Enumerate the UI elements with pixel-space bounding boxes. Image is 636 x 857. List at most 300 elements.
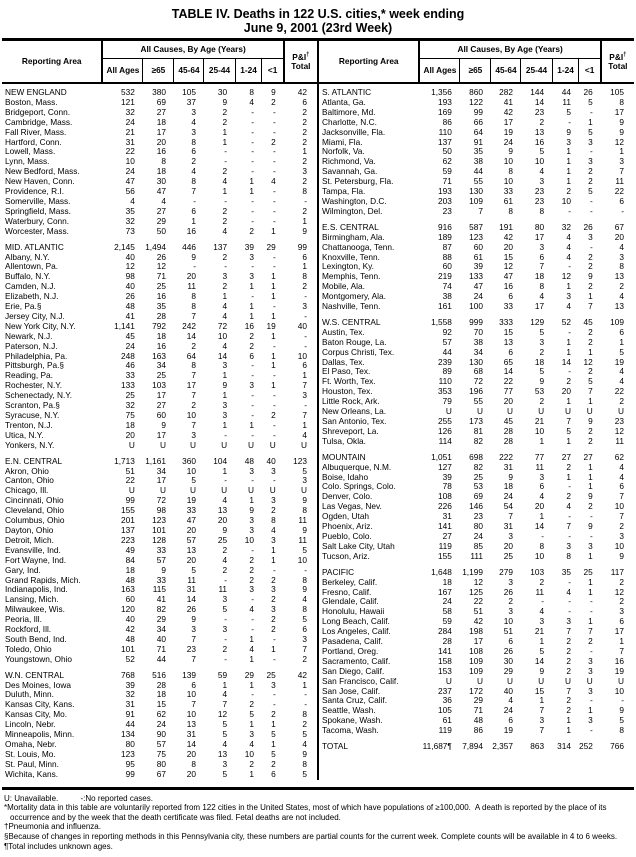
value-cell: 3 xyxy=(191,429,196,440)
value-cell: 82 xyxy=(473,435,483,446)
value-cell: 99 xyxy=(125,768,135,779)
value-cell: 20 xyxy=(503,540,513,551)
value-cell: 1 xyxy=(588,346,593,357)
value-cell: 10 xyxy=(503,616,513,627)
city-label: Buffalo, N.Y. xyxy=(5,271,51,282)
city-label: San Diego, Calif. xyxy=(322,665,385,676)
value-cell: 9 xyxy=(222,524,228,535)
value-cell: 6 xyxy=(249,350,254,361)
value-cell: 698 xyxy=(469,451,483,462)
city-label: Pueblo, Colo. xyxy=(322,530,372,541)
value-cell: - xyxy=(273,400,276,411)
value-cell: 16 xyxy=(186,225,196,236)
region-label: MID. ATLANTIC xyxy=(5,241,64,252)
value-cell: 9 xyxy=(249,505,254,516)
city-label: Springfield, Mass. xyxy=(5,205,71,216)
value-cell: 70 xyxy=(473,326,483,337)
value-cell: 2 xyxy=(566,665,571,676)
value-cell: 3 xyxy=(588,715,593,726)
value-cell: 20 xyxy=(125,429,135,440)
value-cell: 1 xyxy=(588,586,593,597)
value-cell: U xyxy=(269,485,276,496)
city-label: Worcester, Mass. xyxy=(5,225,69,236)
value-cell: 3 xyxy=(222,360,228,371)
value-cell: 6 xyxy=(539,251,545,262)
value-cell: 11 xyxy=(187,574,196,585)
city-label: Montgomery, Ala. xyxy=(322,291,386,302)
value-cell: 39 xyxy=(125,679,135,690)
value-cell: 4 xyxy=(566,251,571,262)
value-cell: 7 xyxy=(302,410,307,420)
value-cell: 4 xyxy=(222,495,228,506)
value-cell: 130 xyxy=(469,356,483,367)
value-cell: 14 xyxy=(534,521,545,532)
value-cell: - xyxy=(273,215,276,226)
value-cell: U xyxy=(221,485,228,496)
value-cell: 11 xyxy=(615,435,624,446)
total-row xyxy=(319,736,634,752)
value-cell: 1 xyxy=(249,301,254,312)
value-cell: 4 xyxy=(249,604,254,615)
value-cell: 25 xyxy=(156,370,166,381)
value-cell: 7 xyxy=(478,205,483,216)
column-header-45-64: 45-64 xyxy=(174,58,204,83)
value-cell: 34 xyxy=(473,346,483,357)
value-cell: 62 xyxy=(614,451,624,462)
value-cell: - xyxy=(304,195,307,206)
region-row xyxy=(319,83,634,98)
value-cell: 2 xyxy=(619,576,624,587)
value-cell: 248 xyxy=(121,350,135,361)
value-cell: 20 xyxy=(156,136,166,147)
value-cell: 80 xyxy=(534,221,545,232)
value-cell: 17 xyxy=(473,636,483,647)
value-cell: 999 xyxy=(469,316,483,327)
value-cell: 1 xyxy=(271,380,276,391)
value-cell: 53 xyxy=(473,481,483,492)
value-cell: 1 xyxy=(539,636,545,647)
value-cell: 1 xyxy=(222,679,228,690)
value-cell: 81 xyxy=(473,425,483,436)
city-label: Syracuse, N.Y. xyxy=(5,410,60,420)
value-cell: 101 xyxy=(152,524,166,535)
value-cell: 31 xyxy=(503,461,513,472)
value-cell: 3 xyxy=(508,530,513,541)
value-cell: 2 xyxy=(588,251,593,262)
city-label: Pasadena, Calif. xyxy=(322,636,383,647)
value-cell: 3 xyxy=(619,251,624,262)
value-cell: 5 xyxy=(588,376,593,387)
value-cell: 129 xyxy=(530,316,545,327)
value-cell: 11 xyxy=(218,584,228,595)
value-cell: 1 xyxy=(566,725,571,736)
value-cell: 3 xyxy=(619,156,624,167)
value-cell: 3 xyxy=(302,301,307,312)
value-cell: 1,051 xyxy=(431,451,452,462)
city-label: Long Beach, Calif. xyxy=(322,616,390,627)
region-row xyxy=(2,83,317,98)
value-cell: - xyxy=(273,390,276,401)
value-cell: 14 xyxy=(561,356,571,367)
city-label: Memphis, Tenn. xyxy=(322,271,381,282)
deaths-table-right xyxy=(319,41,634,752)
value-cell: 5 xyxy=(619,346,624,357)
value-cell: 2 xyxy=(619,521,624,532)
value-cell: 141 xyxy=(438,645,452,656)
value-cell: 98 xyxy=(125,271,135,282)
value-cell: 14 xyxy=(534,96,545,107)
region-label: MOUNTAIN xyxy=(322,451,366,462)
value-cell: 90 xyxy=(156,729,166,740)
city-label: Dayton, Ohio xyxy=(5,524,54,535)
value-cell: 19 xyxy=(503,126,513,137)
value-cell: U xyxy=(301,439,307,450)
value-cell: U xyxy=(586,406,593,417)
value-cell: 1 xyxy=(566,396,571,407)
city-label: Kansas City, Kans. xyxy=(5,699,75,710)
value-cell: 1 xyxy=(249,719,254,730)
city-label: Ogden, Utah xyxy=(322,511,370,522)
value-cell: 24 xyxy=(473,291,483,302)
value-cell: 2 xyxy=(539,346,545,357)
value-cell: 2 xyxy=(249,564,254,575)
city-label: Providence, R.I. xyxy=(5,186,65,197)
value-cell: U xyxy=(159,485,166,496)
city-label: Albuquerque, N.M. xyxy=(322,461,392,472)
value-cell: 64 xyxy=(186,350,196,361)
value-cell: 7 xyxy=(619,491,624,502)
value-cell: 42 xyxy=(503,106,513,117)
value-cell: 41 xyxy=(503,96,513,107)
value-cell: 85 xyxy=(473,540,483,551)
value-cell: 4 xyxy=(249,96,254,107)
value-cell: 2 xyxy=(271,624,276,635)
value-cell: 9 xyxy=(161,419,166,430)
value-cell: 3 xyxy=(566,540,571,551)
value-cell: 5 xyxy=(588,96,593,107)
value-cell: 20 xyxy=(561,386,571,397)
value-cell: - xyxy=(273,340,276,351)
value-cell: 71 xyxy=(473,705,483,716)
value-cell: 41 xyxy=(156,594,166,605)
value-cell: 2 xyxy=(508,596,513,607)
value-cell: 1 xyxy=(191,215,196,226)
value-cell: 10 xyxy=(503,156,513,167)
value-cell: 4 xyxy=(222,310,228,321)
value-cell: 15 xyxy=(156,699,166,710)
city-label: New Orleans, La. xyxy=(322,406,387,417)
value-cell: 5 xyxy=(191,564,196,575)
city-label: Waterbury, Conn. xyxy=(5,215,70,226)
value-cell: 9 xyxy=(619,116,624,127)
city-label: Reading, Pa. xyxy=(5,370,53,381)
value-cell: 14 xyxy=(186,330,196,341)
value-cell: - xyxy=(273,429,276,440)
value-cell: 2 xyxy=(619,281,624,292)
value-cell: 11 xyxy=(535,461,545,472)
value-cell: U xyxy=(301,485,307,496)
value-cell: 69 xyxy=(473,491,483,502)
value-cell: 2 xyxy=(302,719,307,730)
value-cell: 2 xyxy=(588,281,593,292)
value-cell: 8 xyxy=(302,758,307,769)
value-cell: 29 xyxy=(244,669,254,680)
value-cell: 45 xyxy=(125,330,135,341)
value-cell: 36 xyxy=(442,695,452,706)
value-cell: - xyxy=(273,261,276,272)
value-cell: - xyxy=(273,195,276,206)
value-cell: 5 xyxy=(566,106,571,117)
value-cell: 40 xyxy=(297,320,307,331)
value-cell: 1 xyxy=(302,146,307,157)
city-label: Nashville, Tenn. xyxy=(322,301,381,312)
value-cell: 24 xyxy=(125,116,135,127)
value-cell: - xyxy=(590,596,593,607)
value-cell: 40 xyxy=(125,614,135,625)
value-cell: - xyxy=(251,400,254,411)
value-cell: 79 xyxy=(442,396,452,407)
city-row xyxy=(2,556,317,566)
value-cell: - xyxy=(304,400,307,411)
value-cell: 172 xyxy=(469,685,483,696)
value-cell: 9 xyxy=(539,665,545,676)
value-cell: 105 xyxy=(610,87,624,97)
value-cell: - xyxy=(568,511,571,522)
footnotes xyxy=(4,794,632,852)
value-cell: 153 xyxy=(438,665,452,676)
value-cell: 18 xyxy=(156,116,166,127)
value-cell: 27 xyxy=(561,451,571,462)
column-header-1-24: 1-24 xyxy=(235,58,262,83)
value-cell: 45 xyxy=(583,316,593,327)
city-label: Phoenix, Ariz. xyxy=(322,521,373,532)
value-cell: 133 xyxy=(469,271,483,282)
column-header-ge65: ≥65 xyxy=(460,58,491,83)
value-cell: 6 xyxy=(619,481,624,492)
value-cell: 3 xyxy=(566,136,571,147)
city-label: Cincinnati, Ohio xyxy=(5,495,64,506)
value-cell: - xyxy=(568,606,571,617)
value-cell: U xyxy=(269,439,276,450)
value-cell: 71 xyxy=(156,643,166,654)
value-cell: 7 xyxy=(539,705,545,716)
value-cell: 19 xyxy=(266,320,276,331)
region-label: NEW ENGLAND xyxy=(5,87,67,97)
value-cell: - xyxy=(304,340,307,351)
value-cell: 1 xyxy=(249,281,254,292)
value-cell: 7 xyxy=(191,310,196,321)
value-cell: 3 xyxy=(566,291,571,302)
value-cell: 2 xyxy=(271,709,276,720)
value-cell: - xyxy=(273,156,276,167)
value-cell: 14 xyxy=(503,366,513,377)
city-label: Youngstown, Ohio xyxy=(5,653,73,664)
city-label: New Bedford, Mass. xyxy=(5,166,80,177)
value-cell: 19 xyxy=(186,495,196,506)
city-label: Albany, N.Y. xyxy=(5,251,50,262)
value-cell: 9 xyxy=(302,225,307,236)
value-cell: 55 xyxy=(473,176,483,187)
value-cell: 86 xyxy=(473,725,483,736)
value-cell: 23 xyxy=(614,416,624,426)
value-cell: 4 xyxy=(539,606,545,617)
city-label: Salt Lake City, Utah xyxy=(322,540,395,551)
city-row xyxy=(319,207,634,217)
value-cell: 3 xyxy=(588,540,593,551)
value-cell: 4 xyxy=(161,195,166,206)
value-cell: 1 xyxy=(566,166,571,177)
value-cell: 1 xyxy=(271,310,276,321)
value-cell: 2 xyxy=(302,176,307,187)
value-cell: 2 xyxy=(302,156,307,167)
value-cell: 62 xyxy=(156,709,166,720)
value-cell: 6 xyxy=(191,205,196,216)
value-cell: 8 xyxy=(302,709,307,720)
value-cell: 72 xyxy=(473,376,483,387)
value-cell: 19 xyxy=(503,725,513,736)
value-cell: 2 xyxy=(249,758,254,769)
value-cell: 2 xyxy=(191,156,196,167)
value-cell: - xyxy=(224,261,228,272)
city-label: Duluth, Minn. xyxy=(5,689,54,700)
value-cell: 26 xyxy=(583,221,593,232)
value-cell: 99 xyxy=(473,106,483,117)
value-cell: 1 xyxy=(271,719,276,730)
value-cell: 2 xyxy=(588,261,593,272)
region-row xyxy=(319,217,634,233)
city-label: Gary, Ind. xyxy=(5,564,41,575)
value-cell: 1 xyxy=(249,495,254,506)
value-cell: 4 xyxy=(566,241,571,252)
value-cell: 4 xyxy=(619,376,624,387)
value-cell: 2 xyxy=(302,205,307,216)
value-cell: U xyxy=(128,439,135,450)
city-label: Indianapolis, Ind. xyxy=(5,584,68,595)
value-cell: 8 xyxy=(191,136,196,147)
value-cell: 20 xyxy=(186,524,196,535)
value-cell: 22 xyxy=(125,146,135,157)
value-cell: U xyxy=(476,675,483,686)
value-cell: 73 xyxy=(125,225,135,236)
value-cell: 7 xyxy=(191,419,196,430)
region-label: E.S. CENTRAL xyxy=(322,221,379,232)
value-cell: 60 xyxy=(442,261,452,272)
value-cell: 3 xyxy=(249,465,254,476)
city-label: Cambridge, Mass. xyxy=(5,116,73,127)
value-cell: 21 xyxy=(534,416,545,426)
region-label: S. ATLANTIC xyxy=(322,87,372,97)
value-cell: 13 xyxy=(217,748,228,759)
value-cell: 792 xyxy=(152,320,166,331)
value-cell: 111 xyxy=(470,550,483,561)
value-cell: - xyxy=(304,291,307,302)
value-cell: 2 xyxy=(249,225,254,236)
value-cell: - xyxy=(568,576,571,587)
value-cell: - xyxy=(304,310,307,321)
city-label: Canton, Ohio xyxy=(5,475,54,486)
value-cell: 1 xyxy=(566,176,571,187)
value-cell: 28 xyxy=(156,310,166,321)
value-cell: 38 xyxy=(473,336,483,347)
value-cell: 137 xyxy=(213,241,228,252)
value-cell: 1 xyxy=(222,291,228,302)
value-cell: 1 xyxy=(222,419,228,430)
city-label: Denver, Colo. xyxy=(322,491,373,502)
value-cell: 20 xyxy=(186,748,196,759)
value-cell: - xyxy=(251,205,254,216)
value-cell: 11 xyxy=(562,96,571,107)
value-cell: 222 xyxy=(499,451,513,462)
value-cell: 18 xyxy=(534,271,545,282)
value-cell: 2 xyxy=(302,136,307,147)
value-cell: 3 xyxy=(249,524,254,535)
city-label: Charlotte, N.C. xyxy=(322,116,377,127)
city-label: Fort Wayne, Ind. xyxy=(5,554,67,565)
value-cell: 105 xyxy=(182,87,196,97)
value-cell: 77 xyxy=(503,386,513,397)
city-label: San Francisco, Calif. xyxy=(322,675,399,686)
value-cell: 9 xyxy=(222,96,228,107)
value-cell: 242 xyxy=(182,320,196,331)
value-cell: 80 xyxy=(473,521,483,532)
value-cell: 766 xyxy=(610,741,624,752)
value-cell: 3 xyxy=(249,515,254,526)
value-cell: 10 xyxy=(186,465,196,476)
value-cell: 4 xyxy=(619,461,624,472)
value-cell: 14 xyxy=(186,739,196,749)
city-label: Birmingham, Ala. xyxy=(322,231,385,242)
city-label: South Bend, Ind. xyxy=(5,633,67,644)
deaths-table-left xyxy=(2,41,317,780)
value-cell: - xyxy=(251,156,254,167)
city-label: Lynn, Mass. xyxy=(5,156,50,167)
city-label: Santa Cruz, Calif. xyxy=(322,695,388,706)
value-cell: - xyxy=(590,241,593,252)
value-cell: 9 xyxy=(619,550,624,561)
value-cell: - xyxy=(568,366,571,377)
value-cell: - xyxy=(590,725,593,736)
value-cell: 1 xyxy=(271,225,276,236)
value-cell: 1 xyxy=(302,370,307,381)
value-cell: 3 xyxy=(222,410,228,420)
value-cell: 6 xyxy=(302,251,307,262)
value-cell: 3 xyxy=(249,584,254,595)
value-cell: 201 xyxy=(121,515,135,526)
value-cell: 35 xyxy=(125,205,135,216)
value-cell: 123 xyxy=(293,455,307,466)
value-cell: 2 xyxy=(222,166,228,177)
value-cell: 130 xyxy=(469,186,483,197)
value-cell: 189 xyxy=(438,231,452,242)
city-label: Tacoma, Wash. xyxy=(322,725,379,736)
value-cell: 7 xyxy=(191,633,196,644)
value-cell: 121 xyxy=(121,96,135,107)
value-cell: 6 xyxy=(302,96,307,107)
value-cell: 22 xyxy=(614,386,624,397)
city-label: Rockford, Ill. xyxy=(5,624,52,635)
city-label: El Paso, Tex. xyxy=(322,366,371,377)
city-label: Atlanta, Ga. xyxy=(322,96,366,107)
value-cell: 62 xyxy=(442,156,452,167)
value-cell: 8 xyxy=(249,87,254,97)
value-cell: 47 xyxy=(473,281,483,292)
value-cell: 2 xyxy=(588,336,593,347)
value-cell: 8 xyxy=(619,725,624,736)
value-cell: 17 xyxy=(503,116,513,127)
value-cell: 26 xyxy=(583,87,593,97)
value-cell: 33 xyxy=(156,574,166,585)
value-cell: 4 xyxy=(271,524,276,535)
